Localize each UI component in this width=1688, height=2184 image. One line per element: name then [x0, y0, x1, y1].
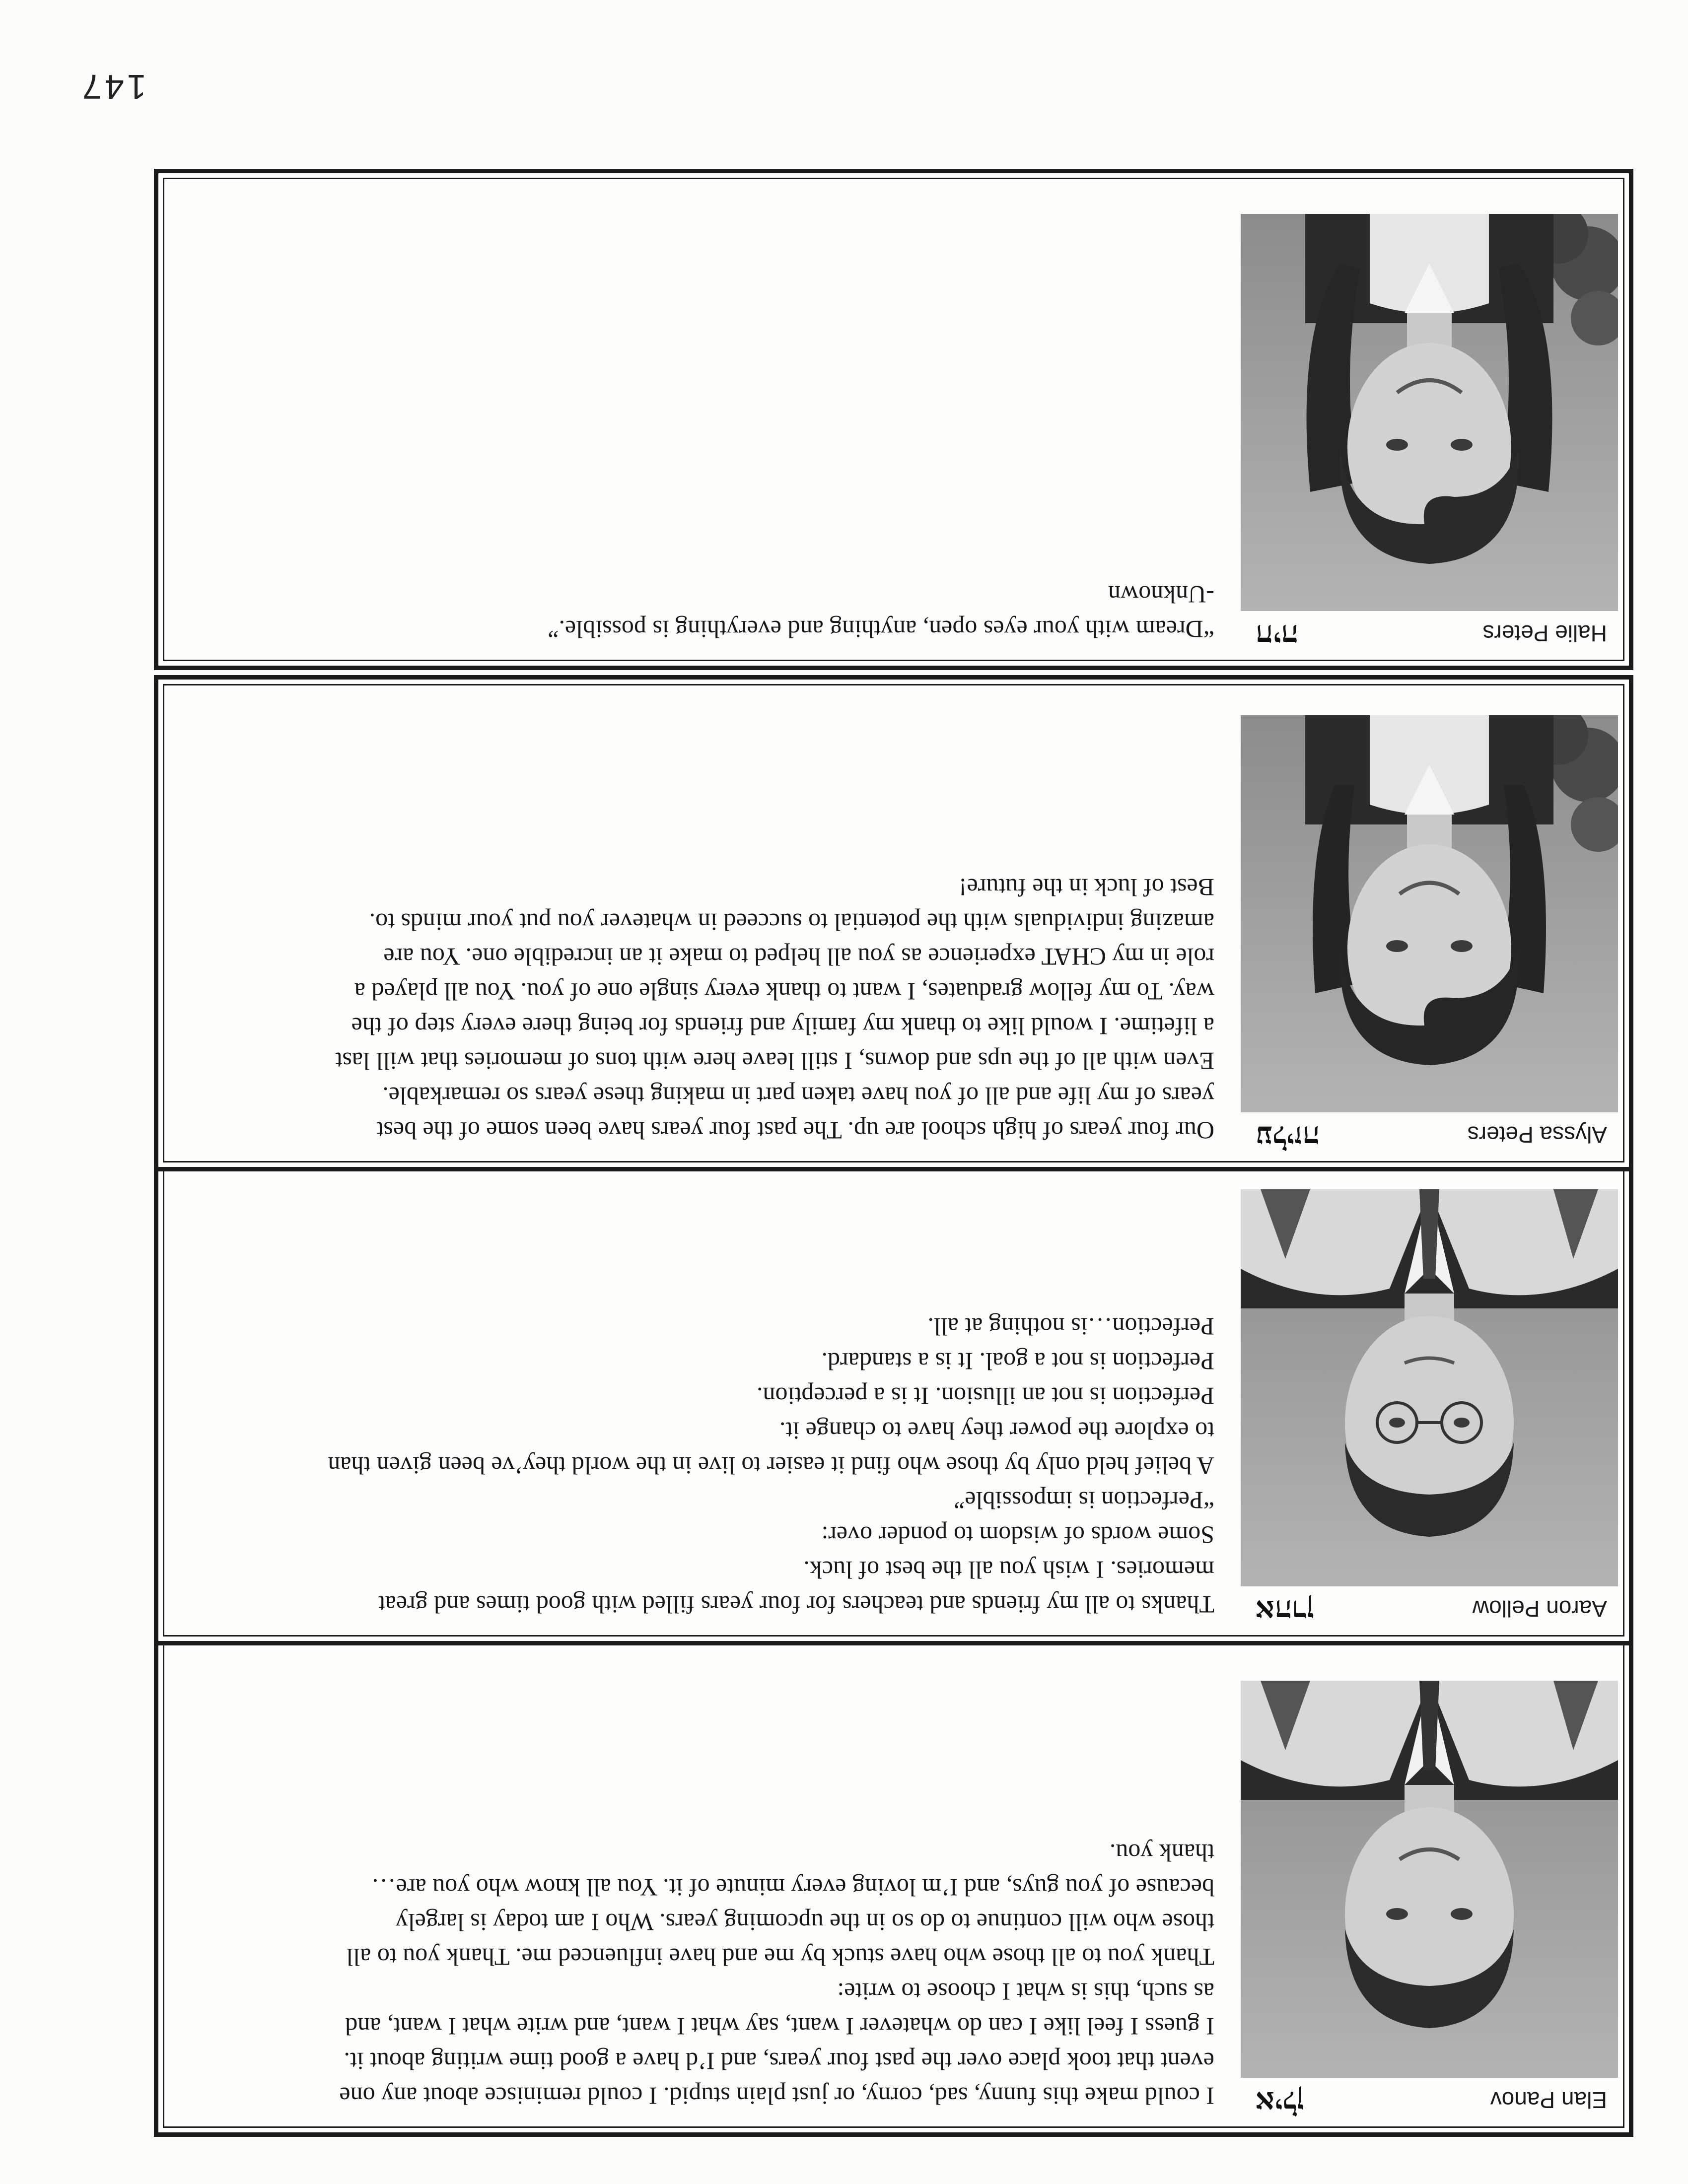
text-line: event that took place over the past four years, and I’d have a good time writing about it. [344, 2048, 1214, 2075]
student-entry [154, 1631, 1633, 2137]
portrait-illustration [1241, 214, 1618, 611]
text-line: Perfection…is nothing at all. [927, 1313, 1214, 1341]
student-name: Aaron Pellow [1472, 1596, 1607, 1622]
hebrew-name: חיה [1256, 618, 1298, 653]
hebrew-name: אילן [1256, 2085, 1304, 2119]
text-line: to explore the power they have to change it. [779, 1417, 1214, 1445]
text-line: years of my life and all of you have taken part in making these years so remarkable. [382, 1082, 1214, 1110]
page-number: 147 [79, 68, 146, 106]
student-portrait [1241, 214, 1618, 611]
name-row [1221, 2078, 1618, 2122]
text-line: memories. I wish you all the best of luck. [803, 1556, 1214, 1584]
student-name: Halie Peters [1482, 620, 1607, 646]
text-line: “Perfection is impossible” [954, 1487, 1214, 1514]
student-entry [154, 1142, 1633, 1645]
text-line: I could make this funny, sad, corny, or just plain stupid. I could reminisce about any one [339, 2082, 1214, 2110]
text-line: amazing individuals with the potential to succeed in whatever you put your minds to. [369, 908, 1214, 936]
student-portrait [1241, 1681, 1618, 2078]
text-line: A belief held only by those who find it easier to live in the world they’ve been given than [328, 1452, 1214, 1480]
portrait-illustration [1241, 1189, 1618, 1586]
text-line: because of you guys, and I’m loving every minute of it. You all know who you are… [371, 1874, 1214, 1902]
text-line: Perfection is not an illusion. It is a perception. [756, 1382, 1214, 1410]
name-row [1221, 1586, 1618, 1631]
text-line: a lifetime. I would like to thank my family and friends for being there every step of the [351, 1013, 1214, 1040]
text-line: Perfection is not a goal. It is a standard. [821, 1348, 1214, 1375]
entry-text [177, 1836, 1214, 2114]
name-row [1221, 611, 1618, 656]
student-entry [154, 675, 1633, 1171]
student-name: Elan Panov [1490, 2087, 1607, 2113]
text-line: way. To my fellow graduates, I want to thank every single one of you. You all played a [354, 978, 1214, 1006]
student-portrait [1241, 715, 1618, 1112]
text-line: Some words of wisdom to ponder over: [821, 1521, 1214, 1549]
entry-text [177, 577, 1214, 647]
quote-line: “Dream with your eyes open, anything and everything is possible.” [548, 615, 1214, 643]
hebrew-name: עליזה [1256, 1119, 1320, 1154]
text-line: role in my CHAT experience as you all helped to make it an incredible one. You are [383, 943, 1214, 971]
entry-text [177, 1309, 1214, 1622]
text-line: Thank you to all those who have stuck by me and have influenced me. Thank you to all [346, 1943, 1214, 1971]
text-line: thank you. [1109, 1839, 1214, 1867]
portrait-illustration [1241, 1681, 1618, 2078]
portrait-illustration [1241, 715, 1618, 1112]
text-line: Best of luck in the future! [958, 874, 1214, 901]
text-line: Even with all of the ups and downs, I still leave here with tons of memories that will last [335, 1047, 1214, 1075]
text-line: Our four years of high school are up. The past four years have been some of the best [376, 1117, 1214, 1145]
student-name: Alyssa Peters [1467, 1122, 1607, 1148]
quote-attribution: -Unknown [1108, 581, 1214, 609]
student-entry [154, 169, 1633, 670]
text-line: those who will continue to do so in the upcoming years. Who I am today is largely [395, 1909, 1214, 1936]
hebrew-name: אהרן [1256, 1593, 1314, 1628]
student-portrait [1241, 1189, 1618, 1586]
text-line: as such, this is what I choose to write: [837, 1978, 1214, 2006]
text-line: Thanks to all my friends and teachers for four years filled with good times and great [378, 1591, 1214, 1619]
name-row [1221, 1112, 1618, 1157]
entry-text [177, 870, 1214, 1148]
text-line: I guess I feel like I can do whatever I want, say what I want, and write what I want, and [345, 2013, 1214, 2041]
